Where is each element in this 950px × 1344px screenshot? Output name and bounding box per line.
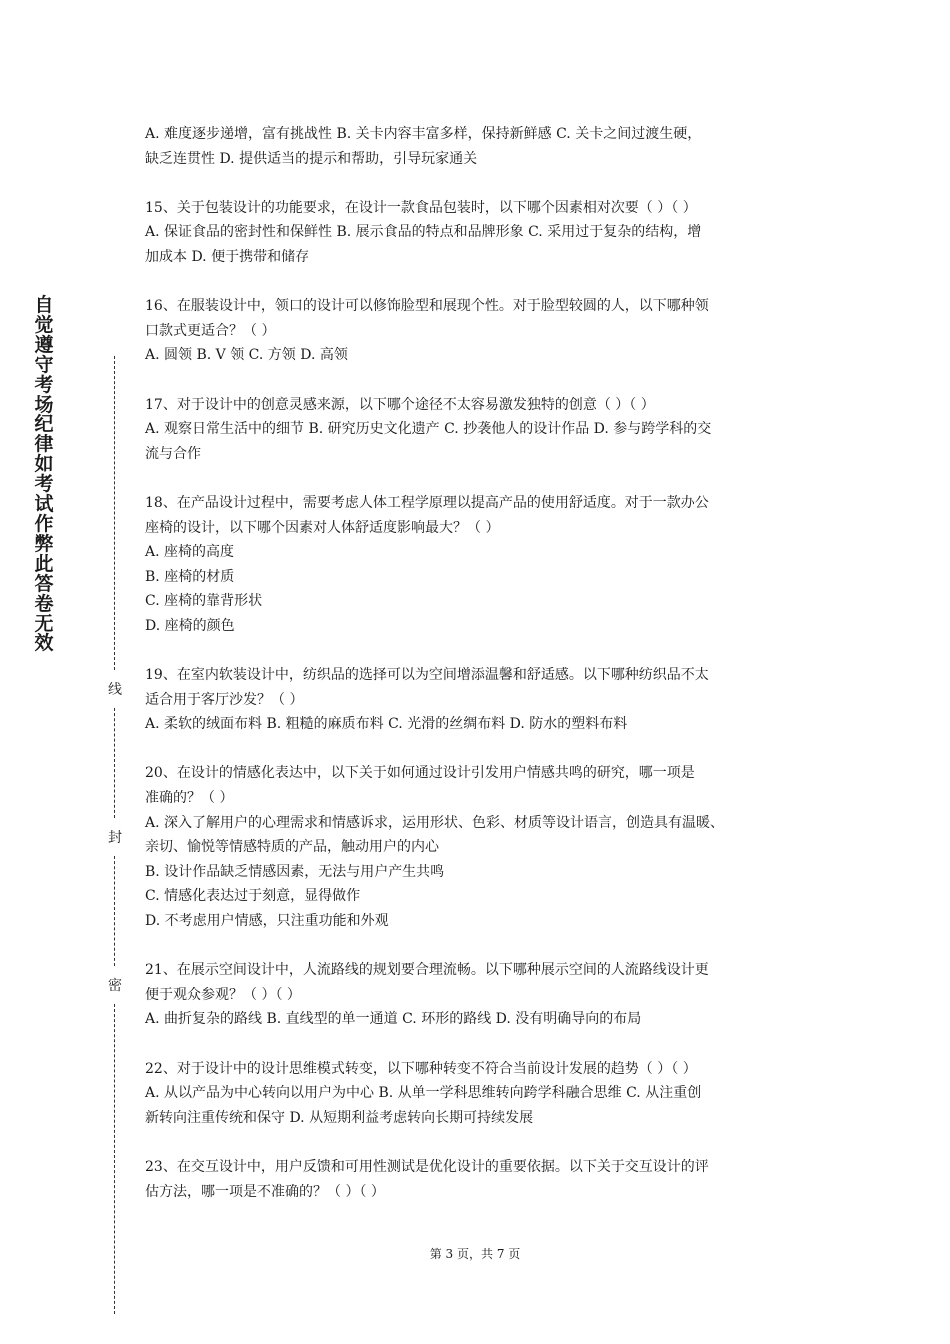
question-text-line: 估方法，哪一项是不准确的？（ ）（ ） <box>145 1183 385 1200</box>
question-text-line: 18、在产品设计过程中，需要考虑人体工程学原理以提高产品的使用舒适度。对于一款办公 <box>145 494 709 511</box>
question-text-line: 座椅的设计，以下哪个因素对人体舒适度影响最大？（ ） <box>145 519 500 536</box>
question-text-line: 19、在室内软装设计中，纺织品的选择可以为空间增添温馨和舒适感。以下哪种纺织品不太 <box>145 667 709 684</box>
question-text-line: 加成本 D. 便于携带和储存 <box>145 248 310 265</box>
seal-line-segment <box>114 1004 115 1314</box>
question-text-line: B. 座椅的材质 <box>145 568 235 585</box>
seal-line-segment <box>114 708 115 818</box>
question-text-line: 17、对于设计中的创意灵感来源，以下哪个途径不太容易激发独特的创意（ ）（ ） <box>145 396 655 413</box>
question-block <box>145 196 817 270</box>
question-text-line: 流与合作 <box>145 445 201 462</box>
question-block <box>145 122 817 171</box>
question-text-line: 便于观众参观？（ ）（ ） <box>145 986 301 1003</box>
seal-line-segment <box>114 856 115 966</box>
question-text-line: A. 柔软的绒面布料 B. 粗糙的麻质布料 C. 光滑的丝绸布料 D. 防水的塑料布料 <box>145 716 628 733</box>
seal-char-xian: 线 <box>108 682 122 698</box>
question-text-line: A. 曲折复杂的路线 B. 直线型的单一通道 C. 环形的路线 D. 没有明确导向的布局 <box>145 1011 642 1028</box>
question-text-line: 准确的？（ ） <box>145 790 234 807</box>
question-block <box>145 491 817 639</box>
question-list <box>145 122 817 1229</box>
question-text-line: 15、关于包装设计的功能要求，在设计一款食品包装时，以下哪个因素相对次要（ ）（ ） <box>145 199 697 216</box>
question-text-line: 缺乏连贯性 D. 提供适当的提示和帮助，引导玩家通关 <box>145 150 478 167</box>
question-text-line: D. 座椅的颜色 <box>145 617 235 634</box>
question-block <box>145 958 817 1032</box>
question-block <box>145 663 817 737</box>
question-text-line: 20、在设计的情感化表达中，以下关于如何通过设计引发用户情感共鸣的研究，哪一项是 <box>145 765 695 782</box>
question-text-line: A. 从以产品为中心转向以用户为中心 B. 从单一学科思维转向跨学科融合思维 C. 从注重创 <box>145 1085 702 1102</box>
question-text-line: 22、对于设计中的设计思维模式转变，以下哪种转变不符合当前设计发展的趋势（ ）（ ） <box>145 1060 697 1077</box>
question-block <box>145 294 817 368</box>
question-text-line: A. 难度逐步递增，富有挑战性 B. 关卡内容丰富多样，保持新鲜感 C. 关卡之间过渡生硬， <box>145 126 702 142</box>
question-block <box>145 1155 817 1204</box>
page-footer: 第 3 页，共 7 页 <box>429 1247 521 1261</box>
question-text-line: D. 不考虑用户情感，只注重功能和外观 <box>145 913 389 929</box>
question-text-line: A. 观察日常生活中的细节 B. 研究历史文化遗产 C. 抄袭他人的设计作品 D. 参与跨学科的交 <box>145 421 712 438</box>
seal-line-segment <box>114 356 115 670</box>
binding-notice: 自觉遵守考场纪律如考试作弊此答卷无效 <box>34 294 54 655</box>
question-text-line: C. 情感化表达过于刻意，显得做作 <box>145 888 361 905</box>
question-text-line: B. 设计作品缺乏情感因素，无法与用户产生共鸣 <box>145 863 445 880</box>
seal-char-feng: 封 <box>108 830 122 846</box>
seal-char-mi: 密 <box>108 978 122 994</box>
question-text-line: 口款式更适合？（ ） <box>145 322 276 339</box>
question-text-line: A. 座椅的高度 <box>145 544 235 561</box>
question-text-line: 16、在服装设计中，领口的设计可以修饰脸型和展现个性。对于脸型较圆的人，以下哪种领 <box>145 298 709 315</box>
question-text-line: 适合用于客厅沙发？（ ） <box>145 691 304 708</box>
question-block <box>145 393 817 467</box>
question-text-line: A. 保证食品的密封性和保鲜性 B. 展示食品的特点和品牌形象 C. 采用过于复杂的结构，增 <box>145 224 702 241</box>
question-text-line: C. 座椅的靠背形状 <box>145 593 263 610</box>
question-text-line: A. 圆领 B. V 领 C. 方领 D. 高领 <box>145 347 348 364</box>
question-text-line: A. 深入了解用户的心理需求和情感诉求，运用形状、色彩、材质等设计语言，创造具有温暖、 <box>145 814 725 831</box>
question-block <box>145 761 817 933</box>
question-text-line: 23、在交互设计中，用户反馈和可用性测试是优化设计的重要依据。以下关于交互设计的评 <box>145 1158 709 1175</box>
question-text-line: 亲切、愉悦等情感特质的产品，触动用户的内心 <box>145 839 439 856</box>
question-text-line: 新转向注重传统和保守 D. 从短期利益考虑转向长期可持续发展 <box>145 1109 534 1126</box>
question-text-line: 21、在展示空间设计中，人流路线的规划要合理流畅。以下哪种展示空间的人流路线设计更 <box>145 962 709 979</box>
question-block <box>145 1057 817 1131</box>
